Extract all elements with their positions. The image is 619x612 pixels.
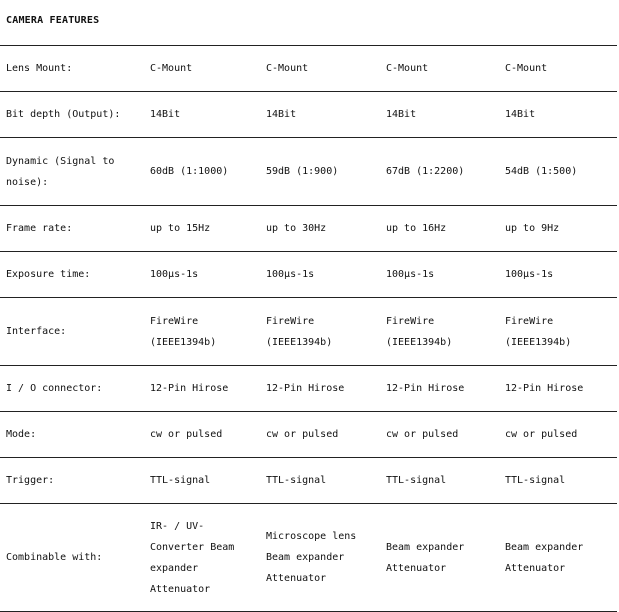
section-title: CAMERA FEATURES: [6, 15, 100, 26]
row-label: Frame rate:: [0, 206, 144, 252]
table-row: [0, 46, 617, 92]
cell-value: cw or pulsed: [260, 412, 380, 458]
cell-value: 14Bit: [144, 92, 260, 138]
row-label: Lens Mount:: [0, 46, 144, 92]
row-label: Interface:: [0, 298, 144, 366]
cell-value: 60dB (1:1000): [144, 138, 260, 206]
table-row: [0, 412, 617, 458]
cell-value: 14Bit: [260, 92, 380, 138]
cell-value: 54dB (1:500): [499, 138, 617, 206]
table-row: [0, 206, 617, 252]
cell-value: C-Mount: [260, 46, 380, 92]
table-row: [0, 504, 617, 612]
cell-value: TTL-signal: [499, 458, 617, 504]
row-label: Bit depth (Output):: [0, 92, 144, 138]
row-label: Mode:: [0, 412, 144, 458]
cell-value: 12-Pin Hirose: [260, 366, 380, 412]
cell-value: cw or pulsed: [144, 412, 260, 458]
table-row: [0, 252, 617, 298]
cell-value: TTL-signal: [380, 458, 499, 504]
table-row: [0, 298, 617, 366]
cell-value: 67dB (1:2200): [380, 138, 499, 206]
table-row: [0, 366, 617, 412]
cell-value: FireWire (IEEE1394b): [144, 298, 260, 366]
table-row: [0, 458, 617, 504]
cell-value: cw or pulsed: [380, 412, 499, 458]
camera-features-table: [0, 45, 617, 612]
cell-value: 12-Pin Hirose: [380, 366, 499, 412]
row-label: Dynamic (Signal to noise):: [0, 138, 144, 206]
cell-value: C-Mount: [380, 46, 499, 92]
cell-value: up to 15Hz: [144, 206, 260, 252]
cell-value: up to 9Hz: [499, 206, 617, 252]
cell-value: FireWire (IEEE1394b): [499, 298, 617, 366]
cell-value: 100μs-1s: [144, 252, 260, 298]
cell-value: FireWire (IEEE1394b): [260, 298, 380, 366]
cell-value: 12-Pin Hirose: [499, 366, 617, 412]
cell-value: 12-Pin Hirose: [144, 366, 260, 412]
cell-value: 100μs-1s: [260, 252, 380, 298]
cell-value: cw or pulsed: [499, 412, 617, 458]
row-label: Exposure time:: [0, 252, 144, 298]
cell-value: TTL-signal: [260, 458, 380, 504]
cell-value: 59dB (1:900): [260, 138, 380, 206]
cell-value: IR- / UV- Converter Beam expander Attenuator: [144, 504, 260, 612]
table-row: [0, 138, 617, 206]
cell-value: FireWire (IEEE1394b): [380, 298, 499, 366]
cell-value: TTL-signal: [144, 458, 260, 504]
cell-value: 14Bit: [380, 92, 499, 138]
cell-value: C-Mount: [144, 46, 260, 92]
cell-value: C-Mount: [499, 46, 617, 92]
cell-value: Beam expander Attenuator: [499, 504, 617, 612]
table-row: [0, 92, 617, 138]
cell-value: 100μs-1s: [499, 252, 617, 298]
cell-value: up to 16Hz: [380, 206, 499, 252]
cell-value: 100μs-1s: [380, 252, 499, 298]
row-label: I / O connector:: [0, 366, 144, 412]
cell-value: up to 30Hz: [260, 206, 380, 252]
cell-value: 14Bit: [499, 92, 617, 138]
row-label: Combinable with:: [0, 504, 144, 612]
row-label: Trigger:: [0, 458, 144, 504]
cell-value: Microscope lens Beam expander Attenuator: [260, 504, 380, 612]
cell-value: Beam expander Attenuator: [380, 504, 499, 612]
